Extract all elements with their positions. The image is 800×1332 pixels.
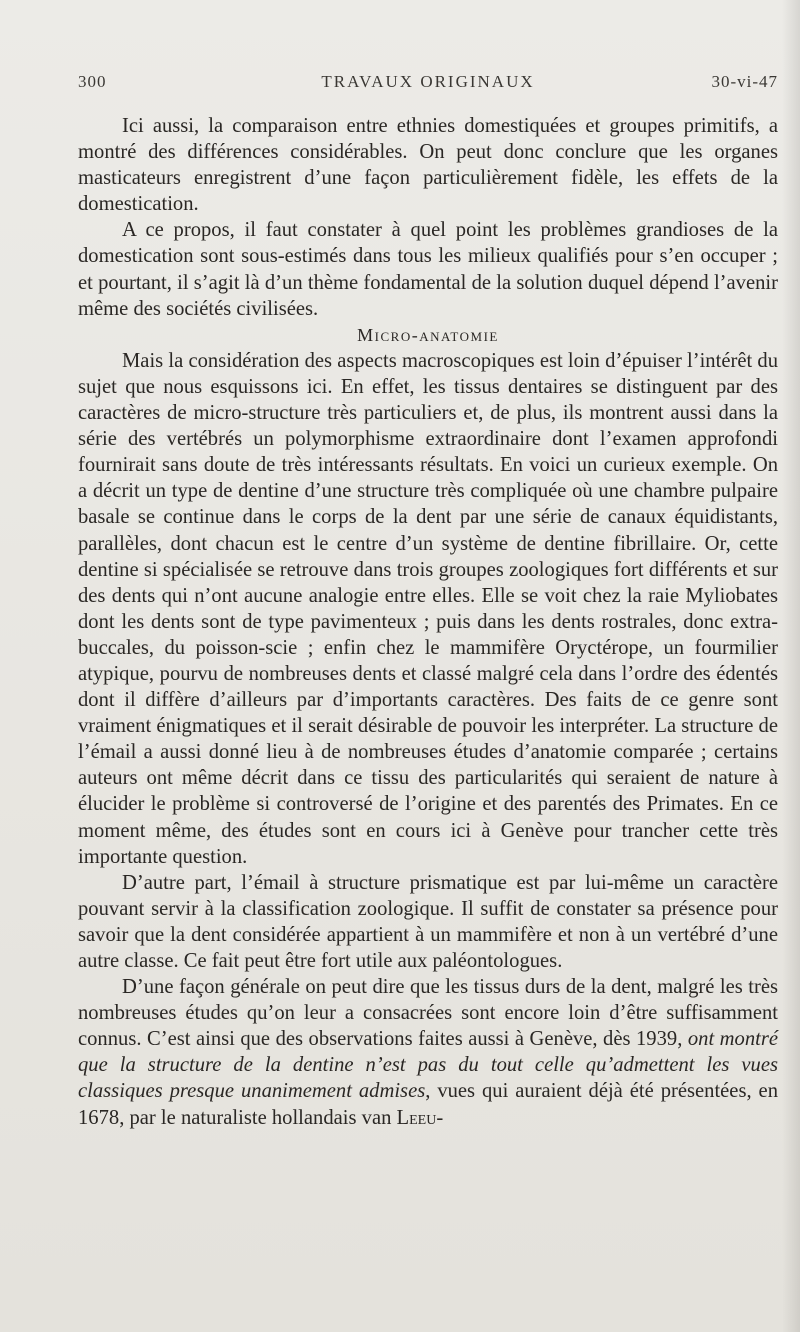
- section-heading: Micro-anatomie: [357, 324, 499, 345]
- paragraph-1: Ici aussi, la comparaison entre ethnies domestiquées et groupes primitifs, a montré des différences considérables. On peut donc conclure que les organes masticateurs enregistrent d’une façon particulièrement fidèle, les effets de la domestication.: [78, 115, 778, 216]
- paragraph-5-italic: ont montré que la structure de la dentine n’est pas du tout celle qu’admettent les vues classiques presque unanimement admises: [78, 1028, 778, 1103]
- page-number: 300: [78, 72, 107, 91]
- paragraph-4: D’autre part, l’émail à structure prismatique est par lui-même un caractère pouvant servir à la classification zoologique. Il suffit de constater sa présence pour savoir que la dent considérée appartient à un mammifère et non à un vertébré d’une autre classe. Ce fait peut être fort utile aux paléontologues.: [78, 871, 778, 972]
- paragraph-5-mid: , vues qui auraient déjà été présentées, en 1678, par le naturaliste hollandais van: [78, 1080, 778, 1129]
- paragraph-2: A ce propos, il faut constater à quel point les problèmes grandioses de la domestication sont sous-estimés dans tous les milieux qualifiés pour s’en occuper ; et pourtant, il s’agit là d’un thème fondamental de la solution duquel dépend l’avenir même des sociétés civilisées.: [78, 219, 778, 320]
- page-edge-shadow: [782, 0, 800, 1332]
- paragraph-3: Mais la considération des aspects macroscopiques est loin d’épuiser l’intérêt du sujet que nous esquissons ici. En effet, les tissus dentaires se distinguent par des caractères de micro-structure très particuliers et, de plus, ils montrent aussi dans la série des vertébrés un polymorphisme extraordinaire dont l’examen approfondi fournirait sans doute de très intéressants résultats. En voici un curieux exemple. On a décrit un type de dentine d’une structure très compliquée où une chambre pulpaire basale se continue dans le corps de la dent par une série de canaux équidistants, parallèles, dont chacun est le centre d’un système de dentine fibrillaire. Or, cette dentine si spécialisée se retrouve dans trois groupes zoologiques fort différents et sur des dents qui n’ont aucune analogie entre elles. Elle se voit chez la raie Myliobates dont les dents sont de type pavimenteux ; puis dans les dents rostrales, donc extra-buccales, du poisson-scie ; enfin chez le mammifère Oryctérope, un fourmilier atypique, pourvu de nombreuses dents et classé malgré cela dans l’ordre des édentés dont il diffère d’ailleurs par d’importants caractères. Des faits de ce genre sont vraiment énigmatiques et il serait désirable de pouvoir les interpréter. La structure de l’émail a aussi donné lieu à de nombreuses études d’anatomie comparée ; certains auteurs ont même décrit dans ce tissu des particularités qui seraient de nature à élucider le problème si controversé de l’origine et des parentés des Primates. En ce moment même, des études sont en cours ici à Genève pour trancher cette très importante question.: [78, 349, 778, 868]
- issue-date: 30-vi-47: [711, 72, 778, 91]
- paragraph-5-start: D’une façon générale on peut dire que les tissus durs de la dent, malgré les très nombreuses études qu’on leur a consacrées sont encore loin d’être suffisamment connus. C’est ainsi que des observations faites aussi à Genève, dès 1939,: [78, 976, 778, 1051]
- paragraph-5-end: Leeu-: [396, 1106, 444, 1129]
- running-title: TRAVAUX ORIGINAUX: [321, 72, 535, 91]
- article-body: [78, 113, 778, 1131]
- paragraph-5: [78, 974, 778, 1131]
- running-head: [78, 72, 778, 96]
